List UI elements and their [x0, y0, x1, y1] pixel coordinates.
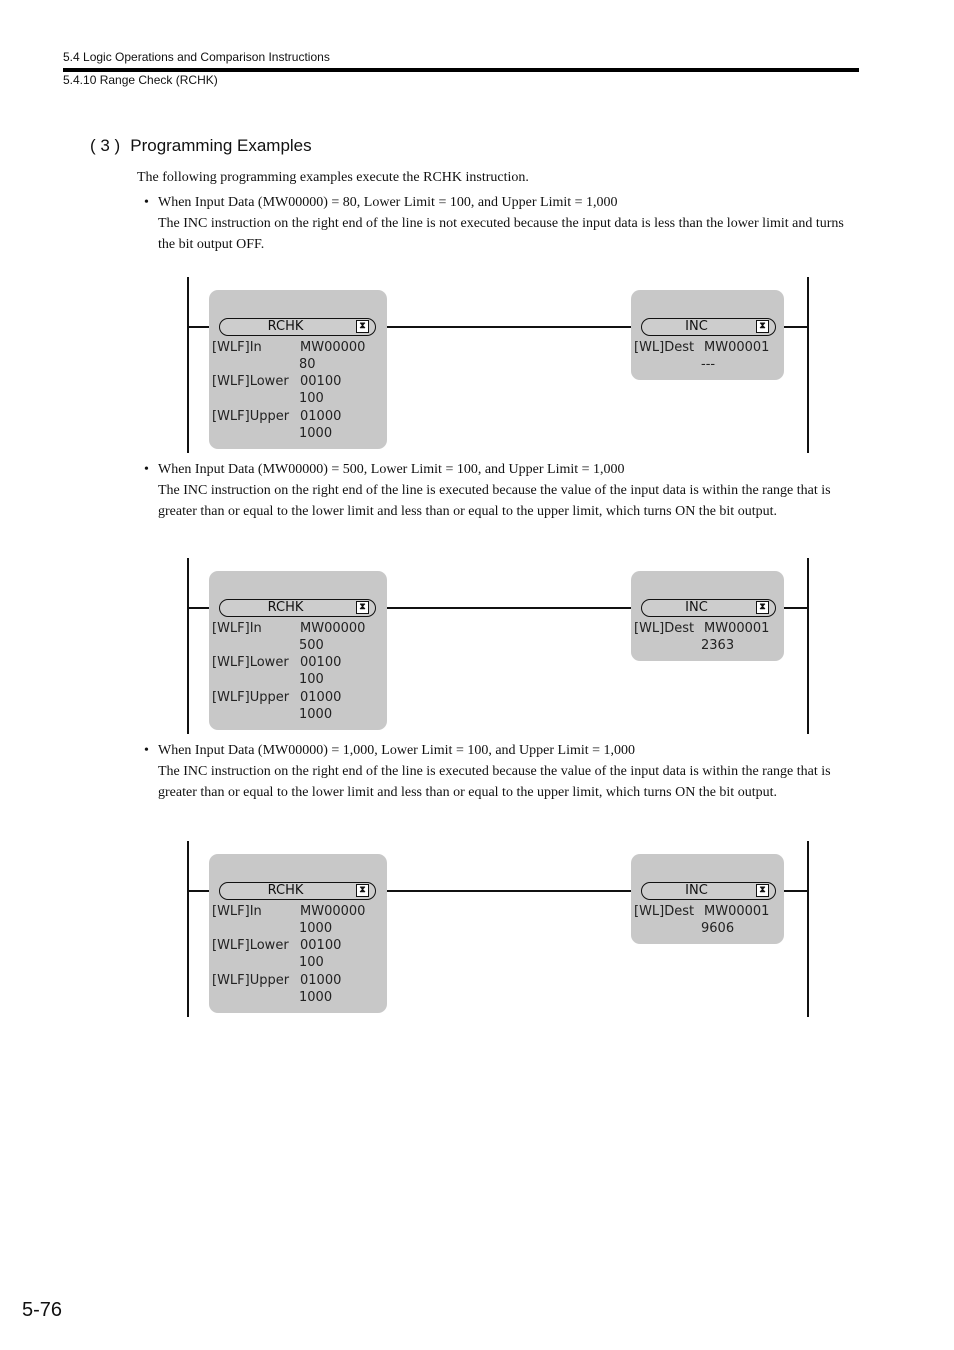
right-power-rail [807, 841, 809, 1017]
inc-label: INC [685, 883, 708, 898]
operand-upper [212, 408, 341, 425]
operand-address: MW00001 [704, 340, 770, 355]
operand-name: [WL]Dest [634, 340, 695, 355]
operand-lower [212, 373, 341, 390]
operand-name: [WLF]Lower [212, 655, 289, 670]
bullet-dot: • [144, 462, 149, 477]
ladder-diagram-2 [187, 558, 809, 734]
operand-name: [WLF]Upper [212, 690, 290, 705]
section-title [90, 136, 312, 156]
operand-lower-value: 100 [299, 672, 324, 687]
example-3-condition: When Input Data (MW00000) = 1,000, Lower Limit = 100, and Upper Limit = 1,000 [158, 743, 636, 758]
operand-address: MW00000 [300, 904, 366, 919]
operand-dest-value: 2363 [701, 638, 735, 653]
operand-in-value: 1000 [299, 921, 333, 936]
operand-address: MW00000 [300, 340, 366, 355]
left-power-rail [187, 841, 189, 1017]
collapse-icon: ⧗ [356, 601, 369, 614]
bullet-dot: • [144, 743, 149, 758]
operand-in [212, 620, 365, 637]
running-header-subsection: 5.4.10 Range Check (RCHK) [63, 73, 218, 87]
wire-segment [377, 326, 643, 328]
section-number: ( 3 ) [90, 136, 121, 155]
rchk-block [209, 854, 387, 1013]
operand-address: MW00000 [300, 621, 366, 636]
example-2-description: The INC instruction on the right end of the line is executed because the value of the input data is within the range that is greater than or equal to the lower limit and less than or equal to the upper limit, which turns ON the bit output. [158, 483, 831, 519]
example-1-description: The INC instruction on the right end of the line is not executed because the input data is less than the lower limit and turns the bit output OFF. [158, 216, 844, 252]
operand-lower-value: 100 [299, 955, 324, 970]
inc-instruction-bar [641, 882, 776, 900]
operand-lower [212, 937, 341, 954]
ladder-diagram-3 [187, 841, 809, 1017]
collapse-icon: ⧗ [356, 320, 369, 333]
operand-upper [212, 689, 341, 706]
collapse-icon: ⧗ [756, 601, 769, 614]
rchk-instruction-bar [219, 882, 376, 900]
operand-lower-value: 100 [299, 391, 324, 406]
rchk-block [209, 571, 387, 730]
rchk-label: RCHK [267, 319, 304, 334]
inc-block [631, 854, 784, 944]
page-number: 5-76 [22, 1299, 63, 1321]
operand-name: [WLF]In [212, 904, 262, 919]
inc-instruction-bar [641, 599, 776, 617]
operand-dest [634, 620, 769, 637]
wire-segment [377, 607, 643, 609]
operand-name: [WLF]In [212, 340, 262, 355]
operand-address: 00100 [300, 938, 342, 953]
inc-block [631, 290, 784, 380]
rchk-label: RCHK [267, 883, 304, 898]
operand-name: [WL]Dest [634, 904, 695, 919]
wire-segment [377, 890, 643, 892]
header-rule [63, 68, 859, 72]
operand-in [212, 339, 365, 356]
operand-address: 01000 [300, 690, 342, 705]
operand-upper-value: 1000 [299, 426, 333, 441]
operand-address: 00100 [300, 374, 342, 389]
operand-dest-value: --- [701, 357, 716, 372]
operand-name: [WLF]Upper [212, 409, 290, 424]
example-2-condition: When Input Data (MW00000) = 500, Lower Limit = 100, and Upper Limit = 1,000 [158, 462, 625, 477]
section-title-text: Programming Examples [130, 136, 312, 155]
rchk-block [209, 290, 387, 449]
right-power-rail [807, 277, 809, 453]
operand-in [212, 903, 365, 920]
right-power-rail [807, 558, 809, 734]
running-header-section: 5.4 Logic Operations and Comparison Instructions [63, 50, 330, 64]
operand-lower [212, 654, 341, 671]
operand-in-value: 80 [299, 357, 316, 372]
collapse-icon: ⧗ [756, 884, 769, 897]
collapse-icon: ⧗ [756, 320, 769, 333]
rchk-instruction-bar [219, 599, 376, 617]
collapse-icon: ⧗ [356, 884, 369, 897]
left-power-rail [187, 558, 189, 734]
operand-upper-value: 1000 [299, 707, 333, 722]
bullet-dot: • [144, 195, 149, 210]
operand-address: MW00001 [704, 904, 770, 919]
rchk-label: RCHK [267, 600, 304, 615]
inc-label: INC [685, 319, 708, 334]
operand-name: [WL]Dest [634, 621, 695, 636]
rchk-instruction-bar [219, 318, 376, 336]
operand-address: 01000 [300, 409, 342, 424]
operand-upper [212, 972, 341, 989]
operand-address: MW00001 [704, 621, 770, 636]
operand-name: [WLF]Upper [212, 973, 290, 988]
operand-upper-value: 1000 [299, 990, 333, 1005]
operand-name: [WLF]In [212, 621, 262, 636]
intro-paragraph: The following programming examples execute the RCHK instruction. [137, 170, 529, 185]
example-1-condition: When Input Data (MW00000) = 80, Lower Limit = 100, and Upper Limit = 1,000 [158, 195, 618, 210]
operand-name: [WLF]Lower [212, 938, 289, 953]
inc-instruction-bar [641, 318, 776, 336]
operand-name: [WLF]Lower [212, 374, 289, 389]
operand-address: 01000 [300, 973, 342, 988]
operand-address: 00100 [300, 655, 342, 670]
operand-dest-value: 9606 [701, 921, 735, 936]
operand-dest [634, 339, 769, 356]
inc-label: INC [685, 600, 708, 615]
operand-dest [634, 903, 769, 920]
ladder-diagram-1 [187, 277, 809, 453]
operand-in-value: 500 [299, 638, 324, 653]
inc-block [631, 571, 784, 661]
example-3-description: The INC instruction on the right end of the line is executed because the value of the input data is within the range that is greater than or equal to the lower limit and less than or equal to the upper limit, which turns ON the bit output. [158, 764, 831, 800]
left-power-rail [187, 277, 189, 453]
